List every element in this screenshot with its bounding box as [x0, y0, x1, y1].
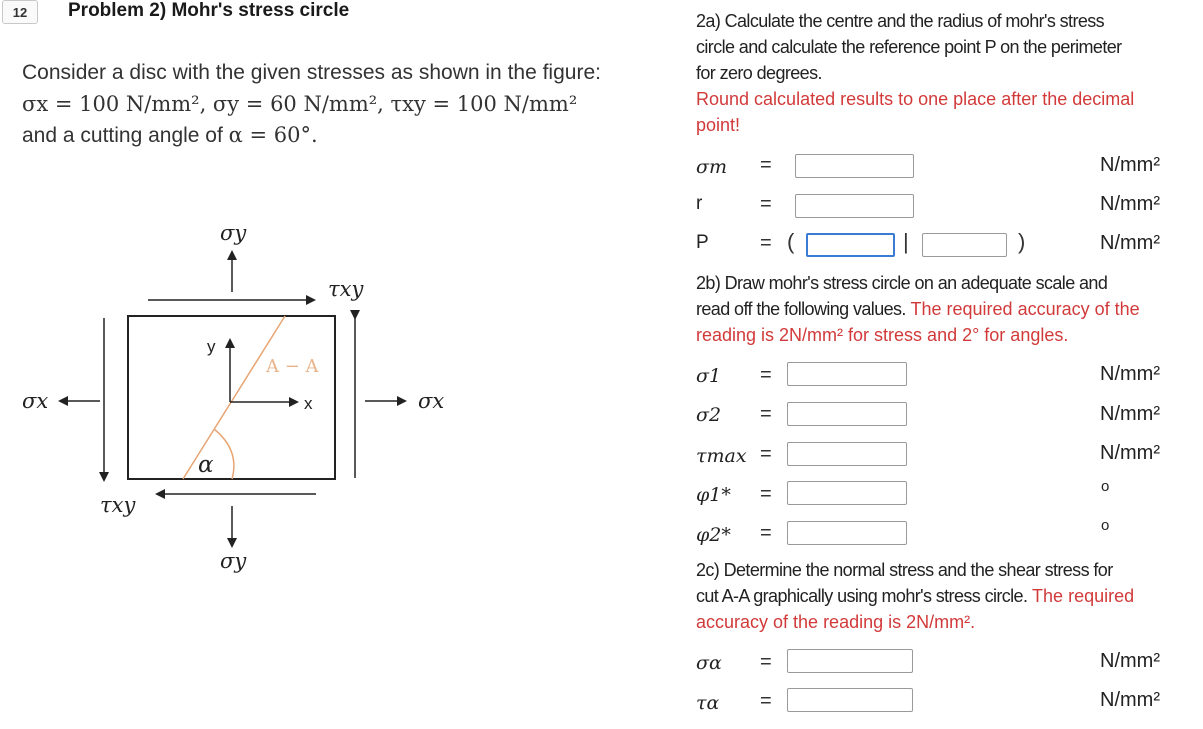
equals-radius: =	[760, 193, 772, 215]
equals-reference-point: =	[760, 232, 772, 254]
sigma-1-input[interactable]	[787, 362, 907, 386]
part-c-line-3: accuracy of the reading is 2N/mm².	[696, 612, 976, 632]
symbol-sigma-m: σm	[696, 156, 727, 178]
part-b-line-3: reading is 2N/mm² for stress and 2° for angles.	[696, 325, 1069, 345]
stress-disc-figure	[0, 200, 470, 590]
unit-radius: N/mm²	[1100, 193, 1160, 215]
unit-phi-2: o	[1101, 517, 1110, 534]
unit-tau-max: N/mm²	[1100, 442, 1160, 464]
intro-angle-math: α = 60°.	[228, 123, 318, 147]
label-alpha: α	[198, 452, 214, 478]
tau-alpha-input[interactable]	[787, 688, 913, 712]
part-c-line-2b: The required	[1027, 586, 1135, 606]
equals-phi-2: =	[760, 522, 772, 544]
symbol-radius: r	[696, 193, 703, 214]
symbol-sigma-2: σ2	[696, 404, 722, 426]
part-c-line-1: 2c) Determine the normal stress and the shear stress for	[696, 560, 1113, 580]
p-sigma-input[interactable]	[806, 233, 895, 257]
label-axis-y: y	[207, 337, 216, 356]
unit-sigma-1: N/mm²	[1100, 363, 1160, 385]
problem-title: Problem 2) Mohr's stress circle	[68, 0, 350, 21]
part-b-line-2a: read off the following values.	[696, 299, 906, 319]
part-a-line-1: 2a) Calculate the centre and the radius of mohr's stress	[696, 11, 1105, 31]
part-a-note-2: point!	[696, 115, 741, 135]
symbol-tau-max: τmax	[696, 445, 747, 467]
label-sigma-x-left: σx	[22, 389, 49, 413]
part-b-line-2b: The required accuracy of the	[905, 299, 1140, 319]
unit-phi-1: o	[1101, 478, 1110, 495]
symbol-phi-2: φ2*	[696, 524, 731, 546]
symbol-tau-alpha: τα	[696, 692, 720, 714]
symbol-phi-1: φ1*	[696, 484, 731, 506]
sigma-m-input[interactable]	[795, 154, 914, 178]
part-a-note-1: Round calculated results to one place after the decimal	[696, 89, 1135, 109]
equals-sigma-alpha: =	[760, 651, 772, 673]
unit-sigma-2: N/mm²	[1100, 403, 1160, 425]
intro-line-1: Consider a disc with the given stresses as shown in the figure:	[22, 61, 601, 84]
phi-1-input[interactable]	[787, 481, 907, 505]
label-tau-top: τxy	[328, 277, 364, 301]
label-cut-a-a: A − A	[266, 356, 319, 377]
p-open-paren: (	[787, 229, 795, 254]
equals-tau-max: =	[760, 443, 772, 465]
phi-2-input[interactable]	[787, 521, 907, 545]
symbol-sigma-alpha: σα	[696, 652, 722, 674]
intro-line-2: σx = 100 N/mm², σy = 60 N/mm², τxy = 100 N/mm²	[22, 92, 578, 116]
part-c-line-2a: cut A-A graphically using mohr's stress circle.	[696, 586, 1028, 606]
label-sigma-y-top: σy	[220, 221, 247, 245]
part-b-line-1: 2b) Draw mohr's stress circle on an adequate scale and	[696, 273, 1108, 293]
part-a-line-3: for zero degrees.	[696, 63, 822, 83]
part-a-question	[696, 8, 1201, 138]
tau-max-input[interactable]	[787, 442, 907, 466]
p-tau-input[interactable]	[922, 233, 1007, 257]
problem-number-badge: 12	[2, 0, 38, 24]
label-axis-x: x	[304, 394, 313, 413]
label-sigma-x-right: σx	[418, 389, 445, 413]
label-tau-bottom: τxy	[100, 493, 136, 517]
equals-sigma-m: =	[760, 154, 772, 176]
symbol-sigma-1: σ1	[696, 365, 722, 387]
part-a-line-2: circle and calculate the reference point P on the perimeter	[696, 37, 1122, 57]
unit-sigma-alpha: N/mm²	[1100, 650, 1160, 672]
unit-reference-point: N/mm²	[1100, 232, 1160, 254]
part-c-question	[696, 557, 1201, 635]
part-b-question	[696, 270, 1201, 348]
p-close-paren: )	[1018, 229, 1026, 254]
unit-sigma-m: N/mm²	[1100, 154, 1160, 176]
angle-arc	[214, 429, 234, 479]
intro-line-3-text: and a cutting angle of	[22, 124, 229, 147]
intro-line-3	[22, 120, 318, 151]
sigma-2-input[interactable]	[787, 402, 907, 426]
equals-tau-alpha: =	[760, 690, 772, 712]
label-sigma-y-bottom: σy	[220, 549, 247, 573]
symbol-reference-point: P	[696, 232, 709, 253]
equals-sigma-2: =	[760, 403, 772, 425]
equals-sigma-1: =	[760, 364, 772, 386]
sigma-alpha-input[interactable]	[787, 649, 913, 673]
equals-phi-1: =	[760, 483, 772, 505]
unit-tau-alpha: N/mm²	[1100, 689, 1160, 711]
radius-input[interactable]	[795, 194, 914, 218]
p-separator: |	[903, 229, 909, 254]
